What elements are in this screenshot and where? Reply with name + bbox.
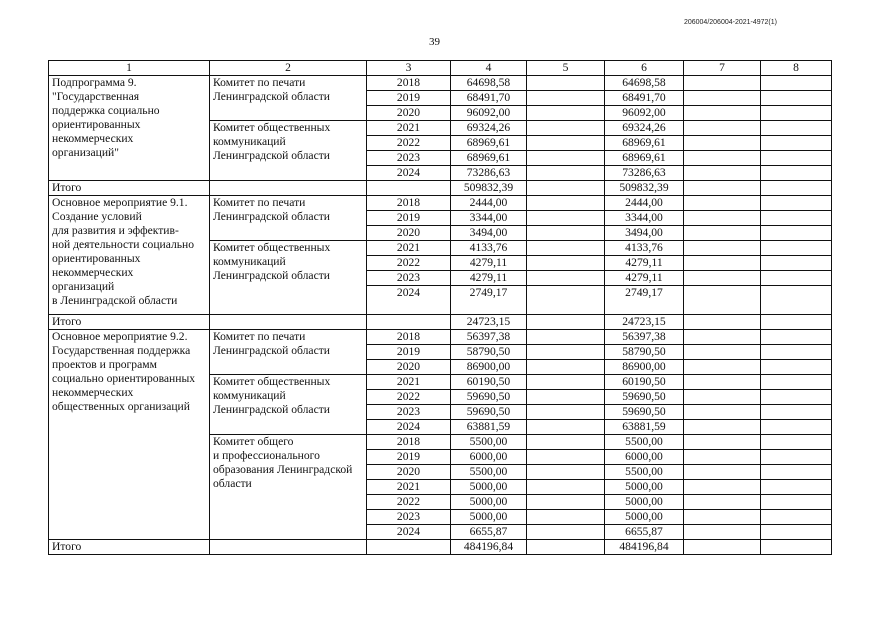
- value-col5: [527, 510, 605, 525]
- year-cell: 2021: [367, 375, 451, 390]
- total-col4: 484196,84: [451, 540, 527, 555]
- value-col6: 68969,61: [605, 151, 684, 166]
- value-col6: 63881,59: [605, 420, 684, 435]
- year-cell: 2024: [367, 525, 451, 540]
- value-col4: 3494,00: [451, 226, 527, 241]
- value-col4: 4279,11: [451, 256, 527, 271]
- value-col8: [761, 375, 832, 390]
- table-row: [49, 196, 832, 211]
- value-col8: [761, 390, 832, 405]
- organization-line: коммуникаций: [213, 135, 286, 148]
- year-cell: 2018: [367, 196, 451, 211]
- year-cell: 2022: [367, 390, 451, 405]
- value-col4: 58790,50: [451, 345, 527, 360]
- table-header-row: [49, 61, 832, 76]
- section-title-line: Государственная поддержка: [52, 344, 191, 357]
- total-col8: [761, 315, 832, 330]
- value-col4: 5000,00: [451, 510, 527, 525]
- value-col8: [761, 136, 832, 151]
- value-col8: [761, 151, 832, 166]
- value-col8: [761, 345, 832, 360]
- organization-line: Ленинградской области: [213, 90, 330, 103]
- total-col4: 24723,15: [451, 315, 527, 330]
- section-title-line: Основное мероприятие 9.2.: [52, 330, 188, 343]
- value-col8: [761, 405, 832, 420]
- section-title-line: некоммерческих: [52, 266, 134, 279]
- value-col5: [527, 286, 605, 315]
- value-col5: [527, 420, 605, 435]
- value-col8: [761, 480, 832, 495]
- value-col7: [684, 510, 761, 525]
- organization-line: Комитет общественных: [213, 121, 331, 134]
- value-col7: [684, 525, 761, 540]
- value-col6: 4279,11: [605, 271, 684, 286]
- value-col6: 6000,00: [605, 450, 684, 465]
- total-col8: [761, 540, 832, 555]
- organization-line: коммуникаций: [213, 389, 286, 402]
- section-title: [49, 330, 210, 540]
- total-col5: [527, 540, 605, 555]
- value-col6: 3494,00: [605, 226, 684, 241]
- value-col5: [527, 211, 605, 226]
- section-title-line: некоммерческих: [52, 386, 134, 399]
- total-label: Итого: [49, 315, 210, 330]
- value-col6: 59690,50: [605, 405, 684, 420]
- value-col8: [761, 495, 832, 510]
- value-col7: [684, 166, 761, 181]
- total-col6: 509832,39: [605, 181, 684, 196]
- value-col5: [527, 480, 605, 495]
- year-cell: 2022: [367, 256, 451, 271]
- page-number: 39: [429, 36, 440, 48]
- section-title-line: некоммерческих: [52, 132, 134, 145]
- column-header: 2: [210, 61, 367, 76]
- value-col7: [684, 76, 761, 91]
- total-col6: 24723,15: [605, 315, 684, 330]
- section-title: [49, 196, 210, 315]
- value-col7: [684, 196, 761, 211]
- year-cell: 2023: [367, 510, 451, 525]
- value-col5: [527, 330, 605, 345]
- responsible-organization: [210, 241, 367, 315]
- year-cell: 2019: [367, 211, 451, 226]
- value-col8: [761, 76, 832, 91]
- value-col6: 5500,00: [605, 465, 684, 480]
- organization-line: Ленинградской области: [213, 149, 330, 162]
- year-cell: 2020: [367, 106, 451, 121]
- value-col5: [527, 241, 605, 256]
- value-col6: 56397,38: [605, 330, 684, 345]
- value-col4: 6655,87: [451, 525, 527, 540]
- value-col6: 86900,00: [605, 360, 684, 375]
- section-title-line: организаций": [52, 146, 119, 159]
- total-col8: [761, 181, 832, 196]
- total-org: [210, 540, 367, 555]
- organization-line: Ленинградской области: [213, 269, 330, 282]
- value-col6: 96092,00: [605, 106, 684, 121]
- value-col6: 5000,00: [605, 510, 684, 525]
- value-col6: 5000,00: [605, 480, 684, 495]
- responsible-organization: [210, 435, 367, 540]
- year-cell: 2018: [367, 76, 451, 91]
- value-col7: [684, 226, 761, 241]
- value-col6: 68969,61: [605, 136, 684, 151]
- value-col4: 96092,00: [451, 106, 527, 121]
- value-col5: [527, 151, 605, 166]
- value-col4: 69324,26: [451, 121, 527, 136]
- value-col4: 3344,00: [451, 211, 527, 226]
- value-col6: 5500,00: [605, 435, 684, 450]
- year-cell: 2020: [367, 360, 451, 375]
- year-cell: 2021: [367, 480, 451, 495]
- value-col5: [527, 121, 605, 136]
- value-col8: [761, 510, 832, 525]
- value-col5: [527, 450, 605, 465]
- value-col7: [684, 480, 761, 495]
- value-col4: 5000,00: [451, 480, 527, 495]
- total-col7: [684, 181, 761, 196]
- year-cell: 2020: [367, 226, 451, 241]
- value-col7: [684, 465, 761, 480]
- value-col4: 63881,59: [451, 420, 527, 435]
- total-year: [367, 181, 451, 196]
- value-col5: [527, 360, 605, 375]
- section-title-line: в Ленинградской области: [52, 294, 178, 307]
- total-col5: [527, 315, 605, 330]
- value-col4: 86900,00: [451, 360, 527, 375]
- value-col4: 4279,11: [451, 271, 527, 286]
- year-cell: 2024: [367, 420, 451, 435]
- total-col5: [527, 181, 605, 196]
- value-col6: 60190,50: [605, 375, 684, 390]
- column-header: 7: [684, 61, 761, 76]
- value-col4: 68969,61: [451, 136, 527, 151]
- value-col5: [527, 271, 605, 286]
- organization-line: и профессионального: [213, 449, 320, 462]
- value-col7: [684, 91, 761, 106]
- value-col7: [684, 136, 761, 151]
- value-col4: 68491,70: [451, 91, 527, 106]
- value-col7: [684, 390, 761, 405]
- value-col7: [684, 330, 761, 345]
- year-cell: 2023: [367, 405, 451, 420]
- section-title-line: Подпрограмма 9.: [52, 76, 137, 89]
- value-col4: 5500,00: [451, 435, 527, 450]
- table-row: [49, 76, 832, 91]
- value-col5: [527, 435, 605, 450]
- total-org: [210, 315, 367, 330]
- value-col7: [684, 256, 761, 271]
- document-id: 206004/206004-2021-4972(1): [683, 19, 777, 26]
- section-title-line: Создание условий: [52, 210, 142, 223]
- value-col4: 60190,50: [451, 375, 527, 390]
- total-org: [210, 181, 367, 196]
- value-col5: [527, 405, 605, 420]
- year-cell: 2023: [367, 151, 451, 166]
- value-col8: [761, 420, 832, 435]
- value-col6: 3344,00: [605, 211, 684, 226]
- value-col6: 6655,87: [605, 525, 684, 540]
- value-col5: [527, 375, 605, 390]
- value-col4: 2749,17: [451, 286, 527, 315]
- value-col5: [527, 525, 605, 540]
- value-col5: [527, 495, 605, 510]
- value-col8: [761, 330, 832, 345]
- year-cell: 2020: [367, 465, 451, 480]
- organization-line: Комитет общего: [213, 435, 294, 448]
- section-title-line: ориентированных: [52, 118, 141, 131]
- table-body: [49, 61, 832, 555]
- value-col4: 59690,50: [451, 405, 527, 420]
- responsible-organization: [210, 330, 367, 375]
- value-col8: [761, 450, 832, 465]
- value-col6: 2749,17: [605, 286, 684, 315]
- organization-line: Комитет общественных: [213, 375, 331, 388]
- total-col4: 509832,39: [451, 181, 527, 196]
- value-col5: [527, 196, 605, 211]
- value-col4: 2444,00: [451, 196, 527, 211]
- year-cell: 2024: [367, 166, 451, 181]
- value-col8: [761, 525, 832, 540]
- value-col5: [527, 465, 605, 480]
- year-cell: 2018: [367, 330, 451, 345]
- value-col6: 64698,58: [605, 76, 684, 91]
- value-col7: [684, 121, 761, 136]
- value-col8: [761, 435, 832, 450]
- year-cell: 2024: [367, 286, 451, 315]
- year-cell: 2018: [367, 435, 451, 450]
- organization-line: Комитет по печати: [213, 196, 306, 209]
- value-col5: [527, 106, 605, 121]
- value-col6: 59690,50: [605, 390, 684, 405]
- section-title: [49, 76, 210, 181]
- value-col7: [684, 495, 761, 510]
- total-col7: [684, 540, 761, 555]
- section-title-line: ориентированных: [52, 252, 141, 265]
- value-col8: [761, 121, 832, 136]
- value-col4: 64698,58: [451, 76, 527, 91]
- total-row: [49, 540, 832, 555]
- value-col6: 5000,00: [605, 495, 684, 510]
- value-col4: 68969,61: [451, 151, 527, 166]
- value-col5: [527, 226, 605, 241]
- year-cell: 2019: [367, 450, 451, 465]
- section-title-line: для развития и эффектив-: [52, 224, 179, 237]
- value-col5: [527, 136, 605, 151]
- total-label: Итого: [49, 540, 210, 555]
- total-col7: [684, 315, 761, 330]
- value-col8: [761, 166, 832, 181]
- value-col8: [761, 226, 832, 241]
- program-funding-table: [48, 60, 832, 555]
- responsible-organization: [210, 375, 367, 435]
- section-title-line: ной деятельности социально: [52, 238, 195, 251]
- value-col8: [761, 465, 832, 480]
- column-header: 5: [527, 61, 605, 76]
- total-year: [367, 540, 451, 555]
- organization-line: Комитет по печати: [213, 330, 306, 343]
- year-cell: 2019: [367, 91, 451, 106]
- value-col7: [684, 360, 761, 375]
- value-col5: [527, 76, 605, 91]
- value-col7: [684, 405, 761, 420]
- total-row: [49, 315, 832, 330]
- value-col7: [684, 375, 761, 390]
- value-col8: [761, 91, 832, 106]
- value-col8: [761, 211, 832, 226]
- value-col7: [684, 286, 761, 315]
- value-col6: 4279,11: [605, 256, 684, 271]
- section-title-line: поддержка социально: [52, 104, 160, 117]
- value-col7: [684, 241, 761, 256]
- value-col7: [684, 435, 761, 450]
- year-cell: 2019: [367, 345, 451, 360]
- value-col7: [684, 345, 761, 360]
- value-col5: [527, 390, 605, 405]
- responsible-organization: [210, 121, 367, 181]
- column-header: 3: [367, 61, 451, 76]
- value-col8: [761, 241, 832, 256]
- value-col7: [684, 450, 761, 465]
- organization-line: Ленинградской области: [213, 403, 330, 416]
- value-col4: 6000,00: [451, 450, 527, 465]
- value-col8: [761, 286, 832, 315]
- value-col8: [761, 271, 832, 286]
- section-title-line: общественных организаций: [52, 400, 190, 413]
- value-col4: 5500,00: [451, 465, 527, 480]
- section-title-line: Основное мероприятие 9.1.: [52, 196, 188, 209]
- section-title-line: проектов и программ: [52, 358, 157, 371]
- section-title-line: социально ориентированных: [52, 372, 196, 385]
- organization-line: образования Ленинградской: [213, 463, 353, 476]
- value-col4: 5000,00: [451, 495, 527, 510]
- value-col6: 68491,70: [605, 91, 684, 106]
- responsible-organization: [210, 76, 367, 121]
- value-col7: [684, 271, 761, 286]
- value-col6: 58790,50: [605, 345, 684, 360]
- total-label: Итого: [49, 181, 210, 196]
- value-col6: 73286,63: [605, 166, 684, 181]
- value-col7: [684, 211, 761, 226]
- value-col8: [761, 360, 832, 375]
- value-col6: 2444,00: [605, 196, 684, 211]
- value-col4: 4133,76: [451, 241, 527, 256]
- column-header: 4: [451, 61, 527, 76]
- year-cell: 2021: [367, 121, 451, 136]
- value-col4: 73286,63: [451, 166, 527, 181]
- value-col8: [761, 256, 832, 271]
- value-col4: 59690,50: [451, 390, 527, 405]
- organization-line: области: [213, 477, 252, 490]
- value-col6: 4133,76: [605, 241, 684, 256]
- total-row: [49, 181, 832, 196]
- value-col7: [684, 151, 761, 166]
- year-cell: 2021: [367, 241, 451, 256]
- value-col7: [684, 106, 761, 121]
- organization-line: Ленинградской области: [213, 210, 330, 223]
- year-cell: 2022: [367, 495, 451, 510]
- value-col8: [761, 106, 832, 121]
- column-header: 6: [605, 61, 684, 76]
- section-title-line: организаций: [52, 280, 115, 293]
- column-header: 8: [761, 61, 832, 76]
- total-col6: 484196,84: [605, 540, 684, 555]
- year-cell: 2023: [367, 271, 451, 286]
- value-col7: [684, 420, 761, 435]
- total-year: [367, 315, 451, 330]
- organization-line: Ленинградской области: [213, 344, 330, 357]
- organization-line: коммуникаций: [213, 255, 286, 268]
- value-col5: [527, 256, 605, 271]
- value-col8: [761, 196, 832, 211]
- column-header: 1: [49, 61, 210, 76]
- value-col4: 56397,38: [451, 330, 527, 345]
- value-col6: 69324,26: [605, 121, 684, 136]
- table-row: [49, 330, 832, 345]
- responsible-organization: [210, 196, 367, 241]
- organization-line: Комитет по печати: [213, 76, 306, 89]
- section-title-line: "Государственная: [52, 90, 140, 103]
- year-cell: 2022: [367, 136, 451, 151]
- value-col5: [527, 345, 605, 360]
- value-col5: [527, 166, 605, 181]
- value-col5: [527, 91, 605, 106]
- organization-line: Комитет общественных: [213, 241, 331, 254]
